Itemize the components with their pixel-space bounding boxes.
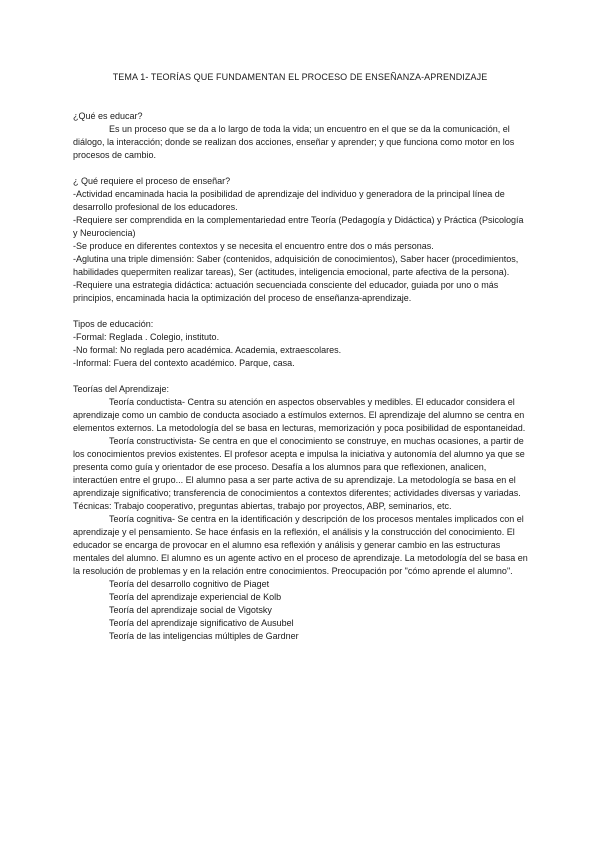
list-item: Teoría del desarrollo cognitivo de Piaget — [109, 579, 270, 589]
section-heading-teorias-aprendizaje: Teorías del Aprendizaje: — [73, 384, 170, 394]
paragraph: -Informal: Fuera del contexto académico. Parque, casa. — [73, 358, 295, 368]
paragraph: Teoría constructivista- Se centra en que el conocimiento se construye, en muchas ocasiones, a partir de los conocimientos previos existentes. El profesor acepta e impulsa la iniciativa y autonomía del alumno ya que se presenta como guía y orientador de ese proceso. Desafía a los alumnos para que reflexionen, analicen, interactúen entre el grupo... El alumno pasa a ser parte activa de su aprendizaje. La metodología se basa en el aprendizaje significativo; transferencia de conocimientos a contextos diferentes; actividades diversas y variadas. Técnicas: Trabajo cooperativo, preguntas abiertas, trabajo por proyectos, ABP, seminarios, etc. — [73, 436, 525, 511]
paragraph: -Requiere ser comprendida en la complementariedad entre Teoría (Pedagogía y Didáctica) y Práctica (Psicología y Neurociencia) — [73, 215, 524, 238]
list-item: Teoría de las inteligencias múltiples de Gardner — [109, 631, 299, 641]
list-item: Teoría del aprendizaje experiencial de Kolb — [109, 592, 282, 602]
paragraph: Es un proceso que se da a lo largo de toda la vida; un encuentro en el que se da la comunicación, el diálogo, la interacción; donde se realizan dos acciones, enseñar y aprender; y que funciona como motor en los procesos de cambio. — [73, 124, 515, 160]
section-heading-requiere-ensenar: ¿ Qué requiere el proceso de enseñar? — [73, 176, 231, 186]
document-body — [73, 110, 530, 643]
list-item: Teoría del aprendizaje social de Vigotsky — [109, 605, 272, 615]
paragraph: -Formal: Reglada . Colegio, instituto. — [73, 332, 220, 342]
list-item: Teoría del aprendizaje significativo de Ausubel — [109, 618, 294, 628]
paragraph: -Aglutina una triple dimensión: Saber (contenidos, adquisición de conocimientos), Saber hacer (procedimientos, habilidades quepermiten realizar tareas), Ser (actitudes, inteligencia emocional, parte afectiva de la persona). — [73, 254, 519, 277]
paragraph: -Requiere una estrategia didáctica: actuación secuenciada consciente del educador, guiada por uno o más principios, encaminada hacia la optimización del proceso de enseñanza-aprendizaje. — [73, 280, 499, 303]
section-heading-que-es-educar: ¿Qué es educar? — [73, 111, 143, 121]
paragraph: -No formal: No reglada pero académica. Academia, extraescolares. — [73, 345, 342, 355]
section-heading-tipos-educacion: Tipos de educación: — [73, 319, 154, 329]
paragraph: Teoría cognitiva- Se centra en la identificación y descripción de los procesos mentales implicados con el aprendizaje y el pensamiento. Se hace énfasis en la reflexión, el análisis y la construcción del conocimiento. El educador se encarga de provocar en el alumno esa reflexión y análisis y generar cambio en las estructuras mentales del alumno. El alumno es un agente activo en el proceso de aprendizaje. La metodología del se basa en la resolución de problemas y en la relación entre conocimientos. Preocupación por "cómo aprende el alumno". — [73, 514, 528, 576]
paragraph: -Se produce en diferentes contextos y se necesita el encuentro entre dos o más personas. — [73, 241, 434, 251]
paragraph: Teoría conductista- Centra su atención en aspectos observables y medibles. El educador considera el aprendizaje como un cambio de conducta asociado a estímulos externos. El aprendizaje del alumno se centra en elementos externos. La metodología del se basa en lecturas, memorización y poca posibilidad de espontaneidad. — [73, 397, 526, 433]
paragraph: -Actividad encaminada hacia la posibilidad de aprendizaje del individuo y generadora de la principal línea de desarrollo profesional de los educadores. — [73, 189, 505, 212]
document-title: TEMA 1- TEORÍAS QUE FUNDAMENTAN EL PROCESO DE ENSEÑANZA-APRENDIZAJE — [112, 72, 488, 82]
